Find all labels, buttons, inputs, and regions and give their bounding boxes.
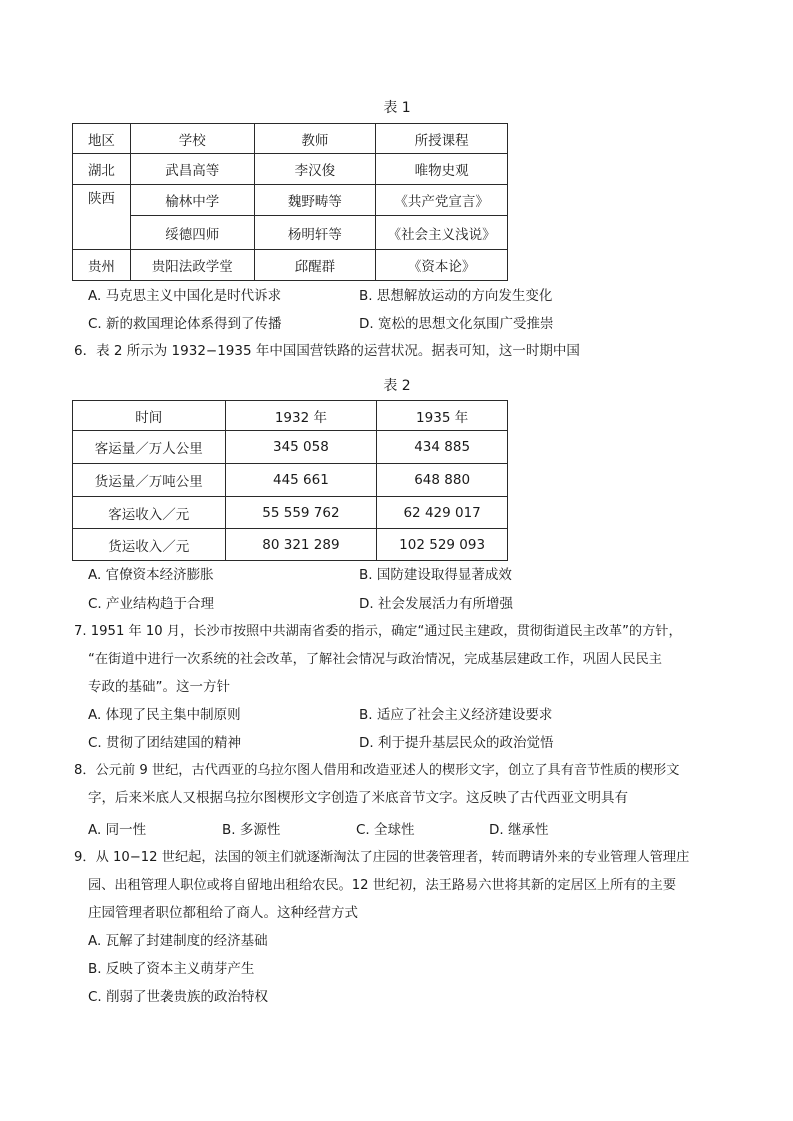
table2-label: 客运量／万人公里 (73, 431, 226, 464)
table1-course: 《资本论》 (376, 250, 508, 281)
table1-region: 贵州 (73, 250, 131, 281)
table-row (73, 185, 508, 216)
table2-header-cell: 1935 年 (377, 401, 508, 431)
table1-teacher: 李汉俊 (254, 154, 376, 185)
q7-option-d: D. 利于提升基层民众的政治觉悟 (359, 735, 554, 751)
table1-school: 武昌高等 (130, 154, 254, 185)
q5-option-d: D. 宽松的思想文化氛围广受推崇 (359, 316, 554, 332)
q5-option-b: B. 思想解放运动的方向发生变化 (359, 288, 553, 304)
table1-header-row (73, 124, 508, 154)
table-row (73, 529, 508, 561)
table1 (72, 123, 508, 281)
table2-value-1935: 62 429 017 (377, 497, 508, 529)
table1-header-cell: 教师 (254, 124, 376, 154)
table2-header-row (73, 401, 508, 431)
table1-course: 《社会主义浅说》 (376, 216, 508, 250)
q5-option-a: A. 马克思主义中国化是时代诉求 (88, 288, 282, 304)
table1-header-cell: 所授课程 (376, 124, 508, 154)
table-row (73, 464, 508, 497)
q9-option-a: A. 瓦解了封建制度的经济基础 (88, 933, 268, 949)
table2 (72, 400, 508, 561)
table1-teacher: 魏野畴等 (254, 185, 376, 216)
q7-line-2: “在街道中进行一次系统的社会改革，了解社会情况与政治情况，完成基层建政工作，巩固人民民主 (88, 652, 662, 667)
table1-school: 榆林中学 (130, 185, 254, 216)
table2-label: 货运收入／元 (73, 529, 226, 561)
q6-option-b: B. 国防建设取得显著成效 (359, 567, 512, 583)
q8-option-c: C. 全球性 (356, 822, 415, 838)
q6-option-a: A. 官僚资本经济膨胀 (88, 567, 214, 583)
table-row (73, 431, 508, 464)
table1-course: 唯物史观 (376, 154, 508, 185)
q7-line-1: 7. 1951 年 10 月，长沙市按照中共湖南省委的指示，确定“通过民主建政，贯彻街道民主改革”的方针， (74, 624, 682, 639)
table2-header-cell: 1932 年 (225, 401, 377, 431)
table-row (73, 497, 508, 529)
table1-teacher: 杨明轩等 (254, 216, 376, 250)
table-row (73, 154, 508, 185)
q7-option-b: B. 适应了社会主义经济建设要求 (359, 707, 553, 723)
q9-option-c: C. 削弱了世袭贵族的政治特权 (88, 989, 269, 1005)
table2-value-1932: 345 058 (225, 431, 377, 464)
q8-option-a: A. 同一性 (88, 822, 147, 838)
q9-line-1: 9．从 10−12 世纪起，法国的领主们就逐渐淘汰了庄园的世袭管理者，转而聘请外来的专业管理人管理庄 (74, 850, 690, 865)
table2-value-1935: 434 885 (377, 431, 508, 464)
table2-value-1935: 102 529 093 (377, 529, 508, 561)
table2-label: 客运收入／元 (73, 497, 226, 529)
q7-option-c: C. 贯彻了团结建国的精神 (88, 735, 242, 751)
table1-course: 《共产党宣言》 (376, 185, 508, 216)
table-row (73, 216, 508, 250)
table2-value-1932: 445 661 (225, 464, 377, 497)
table2-header-cell: 时间 (73, 401, 226, 431)
table1-caption: 表 1 (383, 100, 411, 116)
q5-option-c: C. 新的救国理论体系得到了传播 (88, 316, 282, 332)
q8-line-1: 8．公元前 9 世纪，古代西亚的乌拉尔图人借用和改造亚述人的楔形文字，创立了具有音节性质的楔形文 (74, 763, 680, 778)
table1-header-cell: 学校 (130, 124, 254, 154)
table2-label: 货运量／万吨公里 (73, 464, 226, 497)
table1-school: 绥德四师 (130, 216, 254, 250)
q9-option-b: B. 反映了资本主义萌芽产生 (88, 961, 255, 977)
q6-option-c: C. 产业结构趋于合理 (88, 596, 215, 612)
table2-value-1932: 80 321 289 (225, 529, 377, 561)
q7-line-3: 专政的基础”。这一方针 (88, 679, 230, 695)
q7-option-a: A. 体现了民主集中制原则 (88, 707, 241, 723)
table2-value-1932: 55 559 762 (225, 497, 377, 529)
q6-option-d: D. 社会发展活力有所增强 (359, 596, 513, 612)
table1-header-cell: 地区 (73, 124, 131, 154)
table1-teacher: 邱醒群 (254, 250, 376, 281)
table1-school: 贵阳法政学堂 (130, 250, 254, 281)
q8-line-2: 字，后来米底人又根据乌拉尔图楔形文字创造了米底音节文字。这反映了古代西亚文明具有 (88, 790, 628, 806)
q8-option-b: B. 多源性 (222, 822, 281, 838)
table1-region: 陕西 (73, 185, 131, 250)
q9-line-2: 园、出租管理人职位或将自留地出租给农民。12 世纪初，法王路易六世将其新的定居区上所有的主要 (88, 878, 677, 893)
table2-caption: 表 2 (383, 378, 411, 394)
table-row (73, 250, 508, 281)
table2-value-1935: 648 880 (377, 464, 508, 497)
q6-stem: 6．表 2 所示为 1932−1935 年中国国营铁路的运营状况。据表可知，这一时期中国 (74, 343, 580, 359)
q8-option-d: D. 继承性 (489, 822, 549, 838)
q9-line-3: 庄园管理者职位都租给了商人。这种经营方式 (88, 905, 358, 921)
table1-region: 湖北 (73, 154, 131, 185)
